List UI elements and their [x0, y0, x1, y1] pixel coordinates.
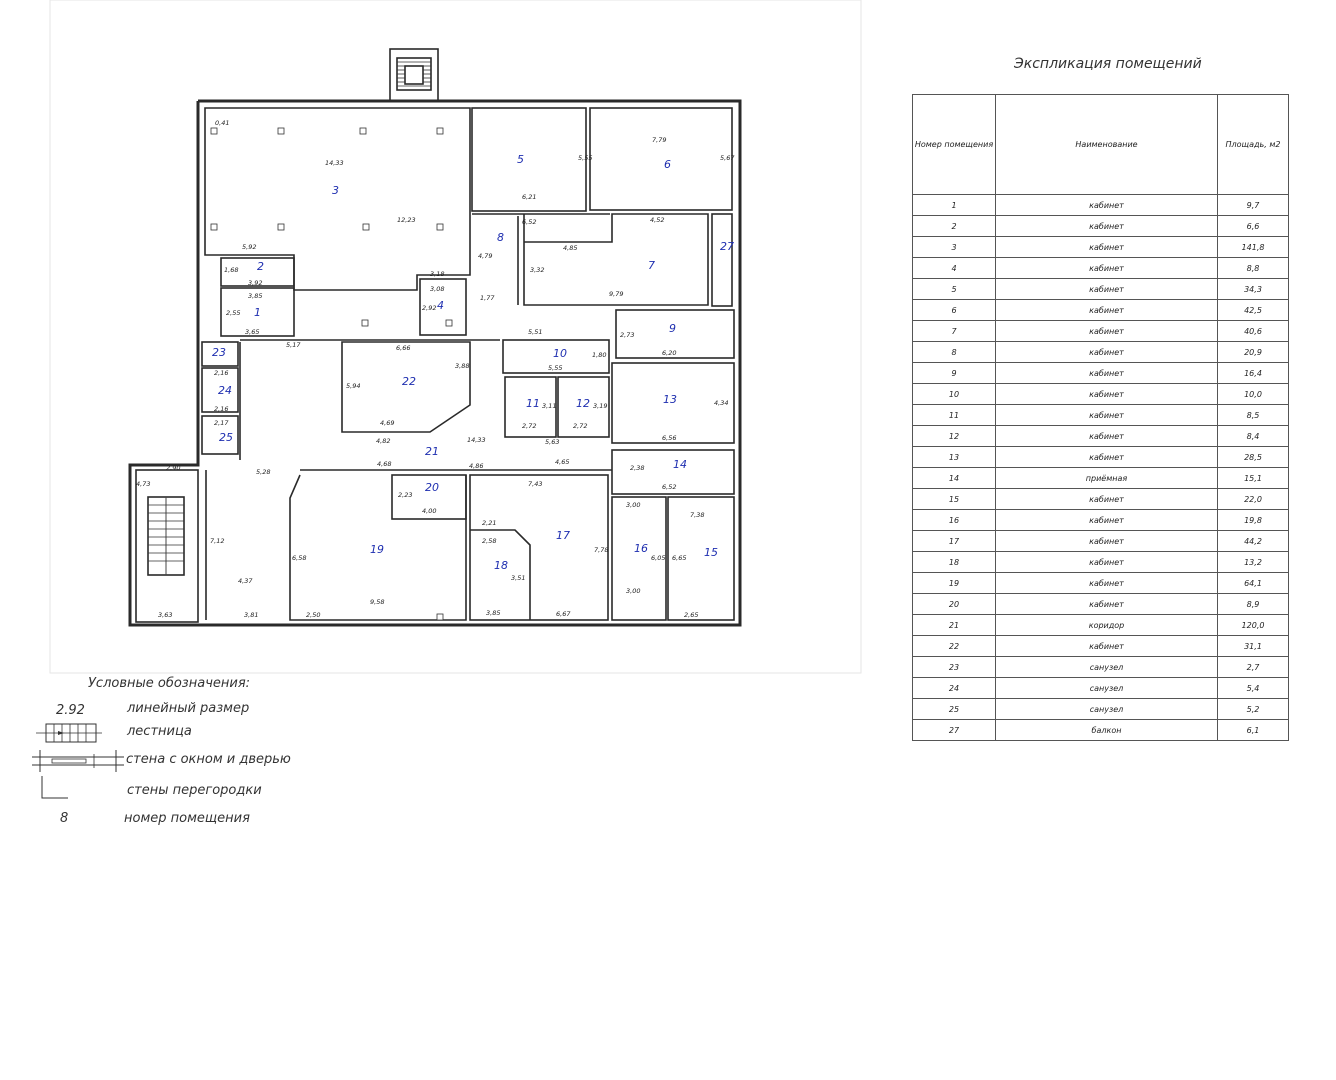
room-area-cell: 34,3 [1218, 279, 1289, 300]
dim-label: 5,92 [242, 243, 257, 251]
dim-label: 3,00 [626, 587, 641, 595]
dim-label: 4,37 [238, 577, 253, 585]
dim-label: 6,52 [522, 218, 537, 226]
dim-label: 14,33 [325, 159, 344, 167]
dim-label: 2,16 [214, 405, 229, 413]
dim-label: 5,17 [286, 341, 301, 349]
room-name-cell: кабинет [996, 594, 1218, 615]
dim-label: 2,16 [214, 369, 229, 377]
legend-label-dimension: линейный размер [127, 701, 250, 716]
room-number-10: 10 [553, 347, 567, 360]
floor-plan [0, 0, 870, 680]
room-area-cell: 42,5 [1218, 300, 1289, 321]
stair-icon [36, 722, 102, 746]
room-area-cell: 28,5 [1218, 447, 1289, 468]
room-name-cell: кабинет [996, 573, 1218, 594]
room-number-12: 12 [576, 397, 590, 410]
table-row [913, 678, 1289, 699]
room-area-cell: 120,0 [1218, 615, 1289, 636]
room-area-cell: 64,1 [1218, 573, 1289, 594]
dim-label: 5,55 [548, 364, 563, 372]
dim-label: 2,92 [422, 304, 437, 312]
room-number-7: 7 [648, 259, 655, 272]
table-row [913, 342, 1289, 363]
table-row [913, 405, 1289, 426]
table-row [913, 699, 1289, 720]
dim-label: 1,77 [480, 294, 495, 302]
room-number-15: 15 [704, 546, 718, 559]
room-name-cell: санузел [996, 678, 1218, 699]
room-number-cell: 17 [913, 531, 996, 552]
dim-label: 4,73 [136, 480, 151, 488]
dim-label: 3,88 [455, 362, 470, 370]
dim-label: 3,32 [530, 266, 545, 274]
dim-label: 5,94 [346, 382, 361, 390]
room-name-cell: кабинет [996, 216, 1218, 237]
room-number-cell: 11 [913, 405, 996, 426]
dim-label: 3,81 [244, 611, 259, 619]
room-number-13: 13 [663, 393, 677, 406]
explication-title: Экспликация помещений [1014, 56, 1202, 72]
top-stair-icon [390, 49, 438, 101]
table-row [913, 636, 1289, 657]
dim-label: 3,00 [626, 501, 641, 509]
dim-label: 12,23 [397, 216, 416, 224]
table-row [913, 195, 1289, 216]
room-number-23: 23 [212, 346, 226, 359]
dim-label: 4,85 [563, 244, 578, 252]
dim-label: 6,21 [522, 193, 537, 201]
room-number-8: 8 [497, 231, 504, 244]
room-number-cell: 15 [913, 489, 996, 510]
room-number-cell: 14 [913, 468, 996, 489]
room-number-cell: 10 [913, 384, 996, 405]
dim-label: 2,38 [630, 464, 645, 472]
window-wall-icon [32, 750, 124, 772]
room-number-cell: 13 [913, 447, 996, 468]
room-name-cell: кабинет [996, 447, 1218, 468]
table-row [913, 300, 1289, 321]
dim-label: 3,63 [158, 611, 173, 619]
legend-label-stair: лестница [127, 724, 192, 739]
room-name-cell: кабинет [996, 405, 1218, 426]
room-number-cell: 6 [913, 300, 996, 321]
dim-label: 4,86 [469, 462, 484, 470]
table-row [913, 468, 1289, 489]
room-number-cell: 9 [913, 363, 996, 384]
legend-label-window-wall: стена с окном и дверью [126, 752, 291, 767]
partition-icon [40, 776, 70, 802]
dim-label: 5,51 [528, 328, 543, 336]
table-row [913, 510, 1289, 531]
room-name-cell: кабинет [996, 384, 1218, 405]
room-area-cell: 44,2 [1218, 531, 1289, 552]
dim-label: 6,65 [672, 554, 687, 562]
room-number-cell: 2 [913, 216, 996, 237]
room-name-cell: балкон [996, 720, 1218, 741]
dim-label: 1,68 [224, 266, 239, 274]
room-area-cell: 8,9 [1218, 594, 1289, 615]
room-number-cell: 25 [913, 699, 996, 720]
room-number-cell: 12 [913, 426, 996, 447]
room-number-cell: 7 [913, 321, 996, 342]
legend-label-room-number: номер помещения [124, 811, 250, 826]
table-row [913, 594, 1289, 615]
dim-label: 9,79 [609, 290, 624, 298]
dim-label: 3,08 [430, 285, 445, 293]
dim-label: 3,65 [245, 328, 260, 336]
header-room-name: Наименование [996, 95, 1218, 195]
dim-label: 9,58 [370, 598, 385, 606]
room-number-18: 18 [494, 559, 508, 572]
legend-label-partition: стены перегородки [127, 783, 262, 798]
room-area-cell: 6,6 [1218, 216, 1289, 237]
dim-label: 6,66 [396, 344, 411, 352]
room-number-cell: 4 [913, 258, 996, 279]
room-number-3: 3 [332, 184, 339, 197]
dim-label: 2,73 [620, 331, 635, 339]
room-area-cell: 31,1 [1218, 636, 1289, 657]
dim-label: 6,58 [292, 554, 307, 562]
room-number-11: 11 [526, 397, 540, 410]
table-row [913, 321, 1289, 342]
dim-label: 7,12 [210, 537, 225, 545]
dim-label: 7,78 [594, 546, 609, 554]
room-name-cell: приёмная [996, 468, 1218, 489]
dim-label: 4,52 [650, 216, 665, 224]
table-row [913, 447, 1289, 468]
room-name-cell: кабинет [996, 363, 1218, 384]
room-number-1: 1 [254, 306, 261, 319]
room-name-cell: кабинет [996, 279, 1218, 300]
header-room-area: Площадь, м2 [1218, 95, 1289, 195]
room-name-cell: кабинет [996, 636, 1218, 657]
room-number-22: 22 [402, 375, 416, 388]
room-number-5: 5 [517, 153, 524, 166]
room-number-14: 14 [673, 458, 687, 471]
header-room-number: Номер помещения [913, 95, 996, 195]
dim-label: 3,85 [486, 609, 501, 617]
room-number-cell: 19 [913, 573, 996, 594]
room-number-16: 16 [634, 542, 648, 555]
room-area-cell: 22,0 [1218, 489, 1289, 510]
room-number-6: 6 [664, 158, 671, 171]
room-number-cell: 16 [913, 510, 996, 531]
dim-label: 2,17 [214, 419, 229, 427]
dim-label: 4,69 [380, 419, 395, 427]
dim-label: 7,38 [690, 511, 705, 519]
dim-label: 2,50 [306, 611, 321, 619]
table-row [913, 279, 1289, 300]
table-row [913, 216, 1289, 237]
room-name-cell: кабинет [996, 510, 1218, 531]
room-number-24: 24 [218, 384, 232, 397]
room-number-2: 2 [257, 260, 264, 273]
dim-label: 0,41 [215, 119, 230, 127]
room-number-cell: 20 [913, 594, 996, 615]
room-number-9: 9 [669, 322, 676, 335]
room-number-17: 17 [556, 529, 570, 542]
dim-label: 2,58 [482, 537, 497, 545]
dim-label: 6,52 [662, 483, 677, 491]
room-number-27: 27 [720, 240, 734, 253]
room-number-25: 25 [219, 431, 233, 444]
dim-label: 7,43 [528, 480, 543, 488]
table-row [913, 615, 1289, 636]
table-row [913, 258, 1289, 279]
room-area-cell: 16,4 [1218, 363, 1289, 384]
dim-label: 3,11 [542, 402, 557, 410]
dim-label: 6,56 [662, 434, 677, 442]
room-number-cell: 1 [913, 195, 996, 216]
room-name-cell: кабинет [996, 552, 1218, 573]
dim-label: 2,21 [482, 519, 497, 527]
dim-label: 5,55 [578, 154, 593, 162]
room-area-cell: 6,1 [1218, 720, 1289, 741]
dim-label: 3,18 [430, 270, 445, 278]
dim-label: 2,72 [573, 422, 588, 430]
dim-label: 5,63 [545, 438, 560, 446]
dim-label: 2,23 [398, 491, 413, 499]
room-number-cell: 3 [913, 237, 996, 258]
dim-label: 5,28 [256, 468, 271, 476]
table-row [913, 363, 1289, 384]
table-row [913, 720, 1289, 741]
table-row [913, 237, 1289, 258]
dim-label: 2,90 [166, 464, 181, 472]
table-row [913, 573, 1289, 594]
dim-label: 1,80 [592, 351, 607, 359]
room-number-cell: 5 [913, 279, 996, 300]
side-stair-icon [136, 470, 198, 622]
legend-symbol-dimension: 2.92 [56, 703, 85, 718]
room-number-cell: 27 [913, 720, 996, 741]
dim-label: 4,34 [714, 399, 729, 407]
dim-label: 3,19 [593, 402, 608, 410]
room-number-cell: 8 [913, 342, 996, 363]
room-area-cell: 20,9 [1218, 342, 1289, 363]
dim-label: 4,68 [377, 460, 392, 468]
room-number-cell: 23 [913, 657, 996, 678]
room-name-cell: кабинет [996, 300, 1218, 321]
explication-table [912, 94, 1289, 741]
table-row [913, 552, 1289, 573]
room-area-cell: 15,1 [1218, 468, 1289, 489]
room-name-cell: санузел [996, 657, 1218, 678]
room-number-cell: 22 [913, 636, 996, 657]
room-name-cell: кабинет [996, 531, 1218, 552]
room-number-21: 21 [425, 445, 439, 458]
dim-label: 6,20 [662, 349, 677, 357]
table-row [913, 489, 1289, 510]
dim-label: 2,55 [226, 309, 241, 317]
room-area-cell: 141,8 [1218, 237, 1289, 258]
columns [211, 128, 452, 620]
room-name-cell: кабинет [996, 258, 1218, 279]
dim-label: 4,65 [555, 458, 570, 466]
dim-label: 3,85 [248, 292, 263, 300]
room-number-20: 20 [425, 481, 439, 494]
dim-label: 14,33 [467, 436, 486, 444]
dim-label: 3,92 [248, 279, 263, 287]
room-name-cell: санузел [996, 699, 1218, 720]
room-area-cell: 8,8 [1218, 258, 1289, 279]
room-name-cell: коридор [996, 615, 1218, 636]
dim-label: 7,79 [652, 136, 667, 144]
room-area-cell: 9,7 [1218, 195, 1289, 216]
room-name-cell: кабинет [996, 195, 1218, 216]
room-number-4: 4 [437, 299, 444, 312]
dim-label: 2,65 [684, 611, 699, 619]
room-area-cell: 10,0 [1218, 384, 1289, 405]
legend-symbol-room-number: 8 [60, 811, 69, 826]
dim-label: 2,72 [522, 422, 537, 430]
room-name-cell: кабинет [996, 321, 1218, 342]
dim-label: 6,67 [556, 610, 571, 618]
room-number-cell: 18 [913, 552, 996, 573]
dim-label: 5,67 [720, 154, 735, 162]
table-row [913, 384, 1289, 405]
room-area-cell: 8,5 [1218, 405, 1289, 426]
room-area-cell: 2,7 [1218, 657, 1289, 678]
dim-label: 4,00 [422, 507, 437, 515]
room-area-cell: 5,4 [1218, 678, 1289, 699]
table-row [913, 657, 1289, 678]
room-area-cell: 5,2 [1218, 699, 1289, 720]
room-area-cell: 19,8 [1218, 510, 1289, 531]
room-area-cell: 13,2 [1218, 552, 1289, 573]
room-number-cell: 24 [913, 678, 996, 699]
room-name-cell: кабинет [996, 426, 1218, 447]
room-name-cell: кабинет [996, 237, 1218, 258]
table-row [913, 426, 1289, 447]
table-row [913, 531, 1289, 552]
room-area-cell: 8,4 [1218, 426, 1289, 447]
room-area-cell: 40,6 [1218, 321, 1289, 342]
dim-label: 6,05 [651, 554, 666, 562]
room-name-cell: кабинет [996, 342, 1218, 363]
legend-title: Условные обозначения: [88, 676, 251, 691]
room-number-19: 19 [370, 543, 384, 556]
room-number-cell: 21 [913, 615, 996, 636]
dim-label: 3,51 [511, 574, 526, 582]
room-name-cell: кабинет [996, 489, 1218, 510]
dim-label: 4,82 [376, 437, 391, 445]
dim-label: 4,79 [478, 252, 493, 260]
